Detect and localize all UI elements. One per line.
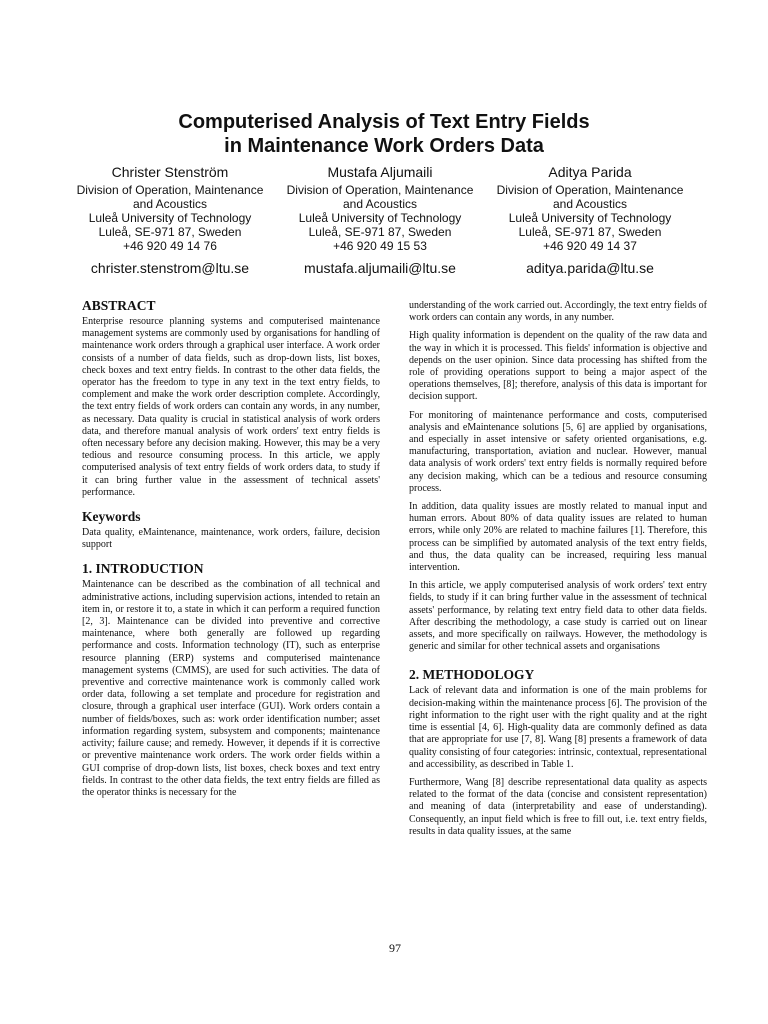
author-name: Mustafa Aljumaili: [327, 164, 433, 180]
introduction-heading: 1. INTRODUCTION: [82, 561, 204, 577]
intro-paragraph-4: In addition, data quality issues are mostly related to manual input and human errors. About 80% of data quality issues are related to human errors, while only 20% are related to machine failures [1]. Therefore, this process can be simplified by automated analysis of the text entry fields, and thus, the data quality can be increased, requiring less manual intervention.: [409, 501, 707, 574]
intro-paragraph-5: In this article, we apply computerised analysis of work orders' text entry fields, to study if it can bring further value in the assessment of technical assets' performance, by relating text entry field data to other data fields. After describing the methodology, a case study is carried out on linear assets, and more specifically on railways. However, the methodology is generic and similar for other technical assets and organisations: [409, 580, 707, 653]
author-department-cont: and Acoustics: [132, 197, 208, 211]
intro-paragraph-continued: understanding of the work carried out. Accordingly, the text entry fields of work orders can contain any words, in any number.: [409, 300, 707, 324]
author-phone: +46 920 49 15 53: [333, 239, 427, 253]
paper-title-line-2: in Maintenance Work Orders Data: [224, 135, 544, 157]
author-department-cont: and Acoustics: [342, 197, 418, 211]
intro-paragraph-2: High quality information is dependent on the quality of the raw data and the way in which it is processed. This fields' information is objective and depends on the user opinion. Since data processing has shifted from the role of providing operations support to being a major aspect of the operations themselves, [8]; therefore, analysis of this data is important for decision support.: [409, 330, 707, 403]
methodology-paragraph-2: Furthermore, Wang [8] describe representational data quality as aspects related to the format of the data (concise and consistent representation) and meaning of data (interpretability and ease of understanding). Consequently, an input field which is free to fill out, i.e. text entry fields, results in data quality issues, at the same: [409, 776, 707, 837]
author-department: Division of Operation, Maintenance: [76, 183, 264, 197]
author-email[interactable]: aditya.parida@ltu.se: [526, 260, 654, 276]
author-address: Luleå, SE-971 87, Sweden: [518, 225, 662, 239]
author-address: Luleå, SE-971 87, Sweden: [98, 225, 242, 239]
author-block-2: [265, 163, 495, 277]
author-name: Christer Stenström: [111, 164, 229, 180]
methodology-paragraph-1: Lack of relevant data and information is one of the main problems for decision-making within the maintenance process [6]. The provision of the right information to the right user with the right quality and at the right time is essential [4, 6]. High-quality data are commonly defined as data that are appropriate for use [7, 8]. Wang [8] presents a framework of data quality consisting of four categories: intrinsic, contextual, representational and accessibility, as described in Table 1.: [409, 685, 707, 770]
paper-title-line-1: Computerised Analysis of Text Entry Fields: [178, 111, 590, 133]
author-department: Division of Operation, Maintenance: [496, 183, 684, 197]
author-email[interactable]: mustafa.aljumaili@ltu.se: [304, 260, 456, 276]
abstract-heading: ABSTRACT: [82, 298, 156, 313]
author-name: Aditya Parida: [548, 164, 632, 180]
abstract-text: Enterprise resource planning systems and computerised maintenance management systems are commonly used by organisations for handling of maintenance work orders through a graphical user interface. A work order consists of a number of data fields, such as drop-down lists, list boxes, check boxes and text entry fields. In contrast to the other data fields, the operator has the freedom to type in any text in the text entry fields, to complement and make the work order description complete. Accordingly, the text entry fields of work orders can contain any words, in any number, as necessary. Data quality is crucial in statistical analysis of work orders data, and therefore manual analysis of work orders' text entry fields is often necessary before any decision making. However, this may be a very tedious and resource consuming process. In this article, we apply computerised analysis of text entry fields of work orders data, to study if it can bring further value in the assessment of technical assets' performance.: [82, 316, 380, 498]
intro-paragraph-3: For monitoring of maintenance performance and costs, computerised analysis and eMaintenance solutions [5, 6] are applied by organisations, and especially in asset intensive or safety oriented organisations, e.g. manufacturing, transportation, aviation and nuclear. However, manual data analysis of work orders' text entry fields is normally required before any decision making, which can be a tedious and resource consuming process.: [409, 409, 707, 494]
author-phone: +46 920 49 14 76: [123, 239, 217, 253]
author-email[interactable]: christer.stenstrom@ltu.se: [90, 260, 250, 276]
author-department-cont: and Acoustics: [552, 197, 628, 211]
author-university: Luleå University of Technology: [508, 211, 672, 225]
keywords-text: Data quality, eMaintenance, maintenance, work orders, failure, decision support: [82, 527, 380, 551]
author-department: Division of Operation, Maintenance: [286, 183, 474, 197]
keywords-heading: Keywords: [82, 509, 141, 525]
page-number: 97: [389, 941, 401, 955]
author-address: Luleå, SE-971 87, Sweden: [308, 225, 452, 239]
introduction-text: Maintenance can be described as the combination of all technical and administrative actions, including supervision actions, intended to retain an item in, or restore it to, a state in which it can perform a required function [2, 3]. Maintenance can be divided into preventive and corrective maintenance, where both generally are followed up regarding performance and costs. Information technology (IT), such as enterprise resource planning (ERP) systems and computerised maintenance management systems (CMMS), are used for such activities. The data of preventive and corrective maintenance work is commonly called work order data, following a set template and procedure for registration and closure, through a graphical user interface (GUI). Work orders contain a number of fields/boxes, such as: work order identification number; asset information regarding system, subsystem and components; maintenance activity; failure cause; and remedy. However, it depends if it is corrective or preventive maintenance work orders. The work order fields within a GUI comprise of drop-down lists, list boxes, check boxes and text entry fields. In contrast to the other data fields, the text entry fields are filled as the operator thinks is necessary for the: [82, 579, 380, 798]
author-phone: +46 920 49 14 37: [543, 239, 637, 253]
author-block-3: [475, 163, 705, 277]
left-column: [82, 298, 380, 804]
author-block-1: [55, 163, 285, 277]
author-university: Luleå University of Technology: [88, 211, 252, 225]
author-university: Luleå University of Technology: [298, 211, 462, 225]
methodology-heading: 2. METHODOLOGY: [409, 667, 535, 683]
right-column: [409, 300, 707, 844]
